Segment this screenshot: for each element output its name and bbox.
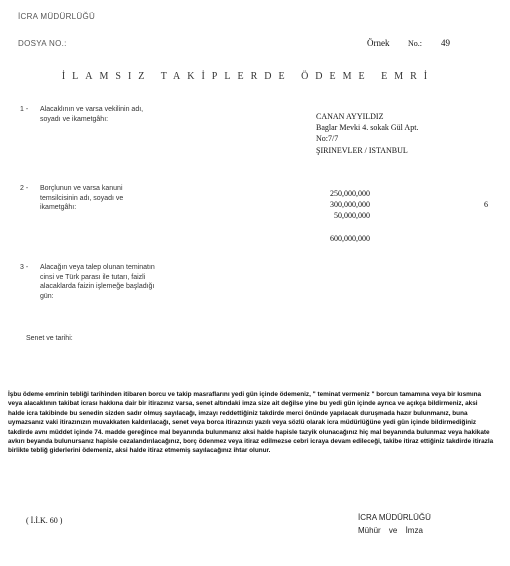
example-no-label: No.: bbox=[408, 39, 422, 48]
amount-1: 250,000,000 bbox=[330, 189, 370, 198]
item-1-label: Alacaklının ve varsa vekilinin adı, soyadı ve ikametgâhı: bbox=[40, 106, 144, 123]
item-2-number: 2 - bbox=[20, 185, 29, 192]
item-2-label: Borçlunun ve varsa kanuni temsilcisinin adı, soyadı ve ikametgâhı: bbox=[40, 185, 124, 212]
office-header: İCRA MÜDÜRLÜĞÜ bbox=[18, 12, 96, 21]
amount-total: 600,000,000 bbox=[330, 234, 370, 243]
senet-label: Senet ve tarihi: bbox=[26, 335, 73, 342]
creditor-address-1: Baglar Mevki 4. sokak Gül Apt. bbox=[316, 123, 419, 132]
creditor-name: CANAN AYYILDIZ bbox=[316, 112, 384, 121]
item-3-number: 3 - bbox=[20, 264, 29, 271]
file-number-label: DOSYA NO.: bbox=[18, 39, 67, 48]
legal-notice-text: İşbu ödeme emrinin tebliği tarihinden itibaren borcu ve takip masraflarını yedi gün içinde ödemeniz, " teminat vermeniz " borcun tamamına veya bir kısmına veya alacaklının takibat icrası hakkına dair bir itirazınız varsa, senet altındaki imza size ait değilse yine bu yedi gün içinde ayrıca ve açıkça bildirmeniz, aksi halde icra takibinde bu senedin sizden sadır olmuş sayılacağı, imzayı reddettiğiniz takdirde merci önünde yapılacak duruşmada hazır bulunmanız, buna uymazsanız vaki itirazınızın muvakkaten kaldırılacağı, senet veya borca itirazınızı yazılı veya sözlü olarak icra müdürlüğüne yedi gün içinde bildirmediğiniz takdirde avnı müddet içinde 74. madde gereğince mal beyanında bulunmanız aksi halde hapisle tazyik olunacağınız hiç mal beyanında bulunmaz veya hakikate avkırı beyanda bulunursanız hapisle cezalandırılacağınız, borç ödenmez veya itiraz edilmezse cebri icraya devam edileceği, takibe itiraz ettiğiniz takdirde itirazla birlikte tebliğ giderlerini ödemeniz, aksi halde itiraz etmemiş sayılacağınız ihtar olunur. bbox=[8, 391, 494, 455]
creditor-address-3: ŞIRINEVLER / ISTANBUL bbox=[316, 146, 408, 155]
amount-3: 50,000,000 bbox=[334, 211, 370, 220]
seal-and-signature-label: Mühür ve İmza bbox=[358, 526, 423, 535]
creditor-address-2: No:7/7 bbox=[316, 134, 339, 143]
document-title: İLAMSIZ TAKİPLERDE ÖDEME EMRİ bbox=[61, 71, 435, 82]
amount-2: 300,000,000 bbox=[330, 200, 370, 209]
item-3-label: Alacağın veya talep olunan teminatın cinsi ve Türk parası ile tutarı, faizli alacaklarda faizin işlemeğe başladığı gün: bbox=[40, 264, 155, 300]
side-number: 6 bbox=[484, 200, 488, 209]
article-reference: ( İ.İ.K. 60 ) bbox=[26, 516, 63, 525]
item-1-number: 1 - bbox=[20, 106, 29, 113]
example-number: 49 bbox=[441, 38, 450, 48]
example-label: Örnek bbox=[367, 38, 390, 48]
footer-office: İCRA MÜDÜRLÜĞÜ bbox=[358, 513, 431, 522]
